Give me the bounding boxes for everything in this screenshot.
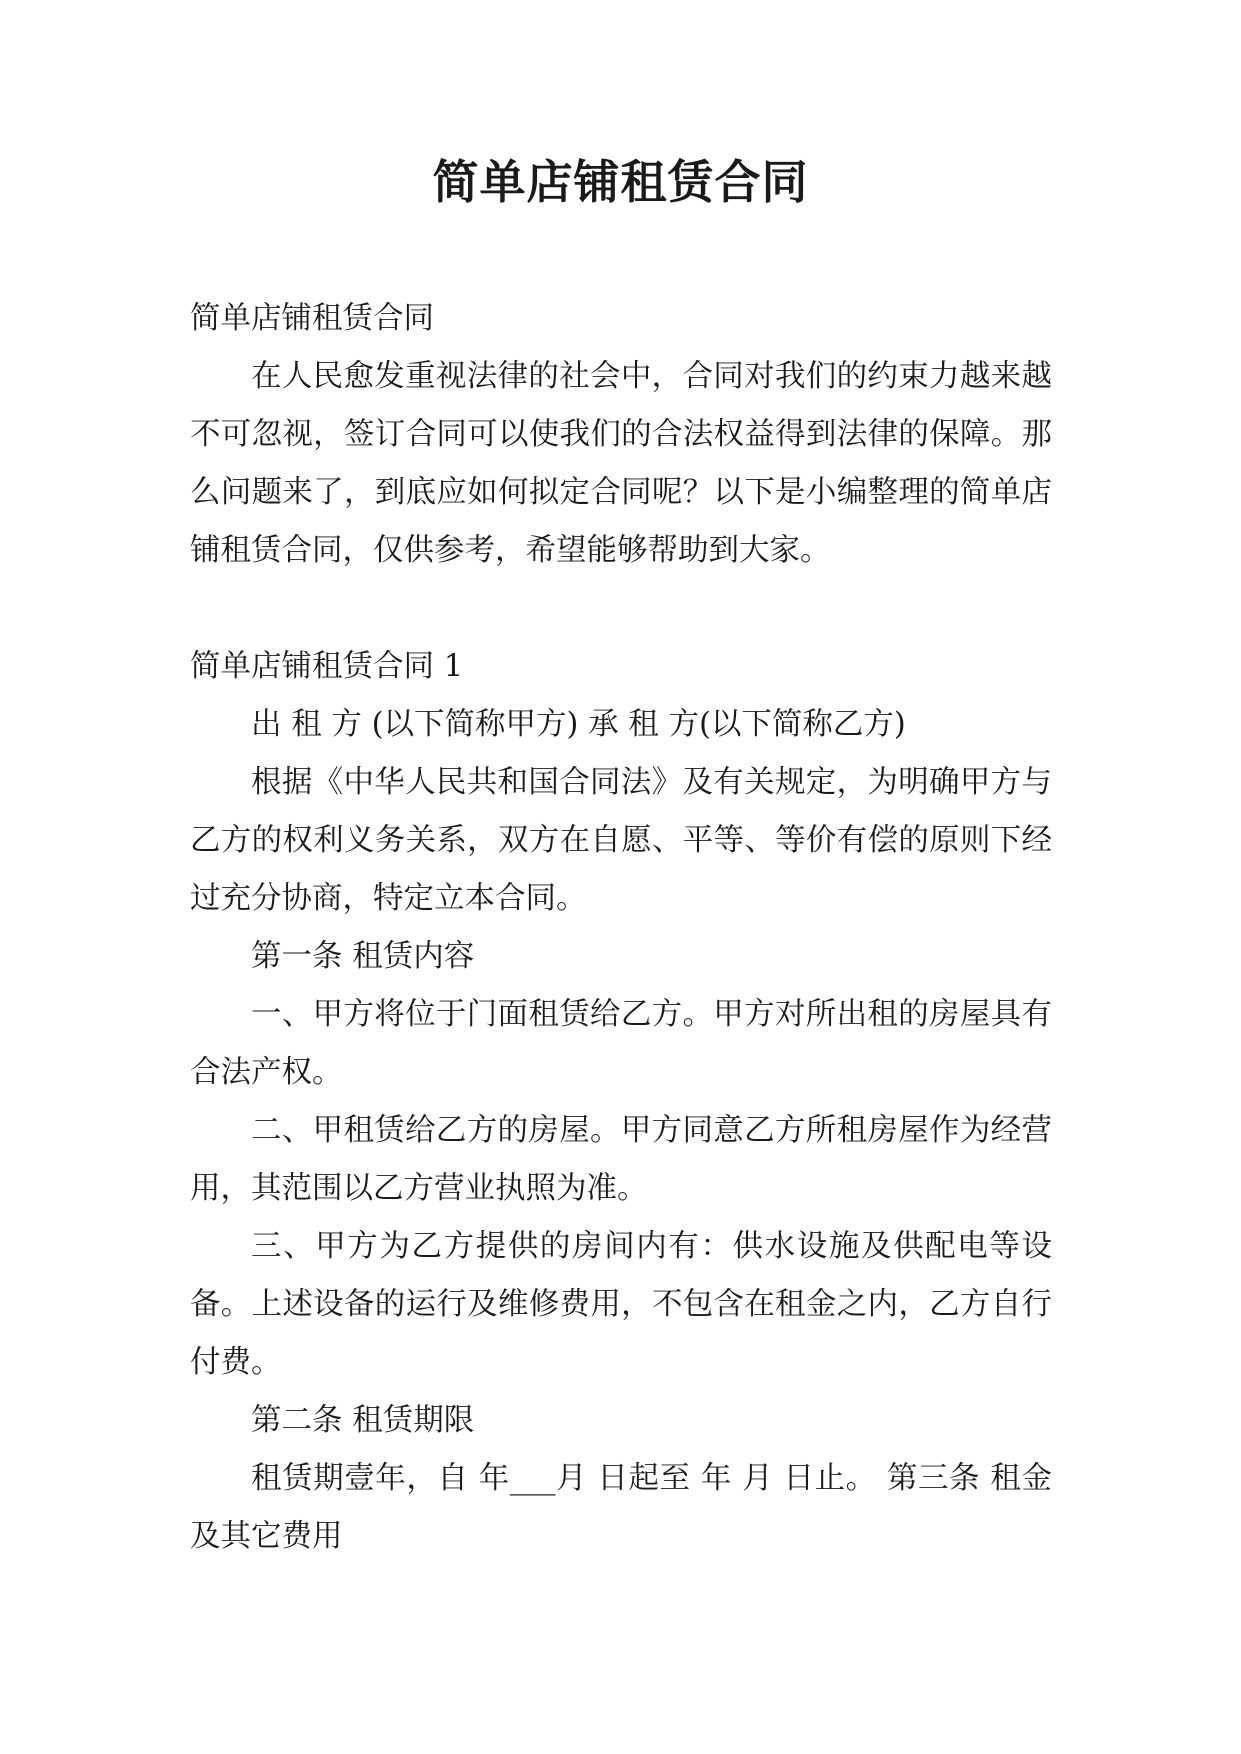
article1-title: 第一条 租赁内容 [251,939,475,974]
parties-line: 出 租 方 (以下简称甲方) 承 租 方(以下简称乙方) [251,707,906,742]
article2-title: 第二条 租赁期限 [251,1403,475,1438]
article1-item1: 一、甲方将位于门面租赁给乙方。甲方对所出租的房屋具有合法产权。 [190,997,1052,1090]
basis-paragraph: 根据《中华人民共和国合同法》及有关规定，为明确甲方与乙方的权利义务关系，双方在自愿、平等、等价有偿的原则下经过充分协商，特定立本合同。 [190,765,1052,916]
article1-item2: 二、甲租赁给乙方的房屋。甲方同意乙方所租房屋作为经营用，其范围以乙方营业执照为准。 [190,1113,1052,1206]
intro-paragraph: 在人民愈发重视法律的社会中，合同对我们的约束力越来越不可忽视，签订合同可以使我们的合法权益得到法律的保障。那么问题来了，到底应如何拟定合同呢？以下是小编整理的简单店铺租赁合同，仅供参考，希望能够帮助到大家。 [190,359,1052,568]
section-spacer [190,580,1052,638]
intro-heading: 简单店铺租赁合同 [190,301,434,336]
section1-heading: 简单店铺租赁合同 1 [190,649,464,684]
document-title: 简单店铺租赁合同 [432,155,809,209]
article2-text: 租赁期壹年，自 年___月 日起至 年 月 日止。 第三条 租金及其它费用 [190,1461,1052,1554]
article1-item3: 三、甲方为乙方提供的房间内有：供水设施及供配电等设备。上述设备的运行及维修费用，不包含在租金之内，乙方自行付费。 [190,1229,1052,1380]
document-body [190,290,1052,1566]
